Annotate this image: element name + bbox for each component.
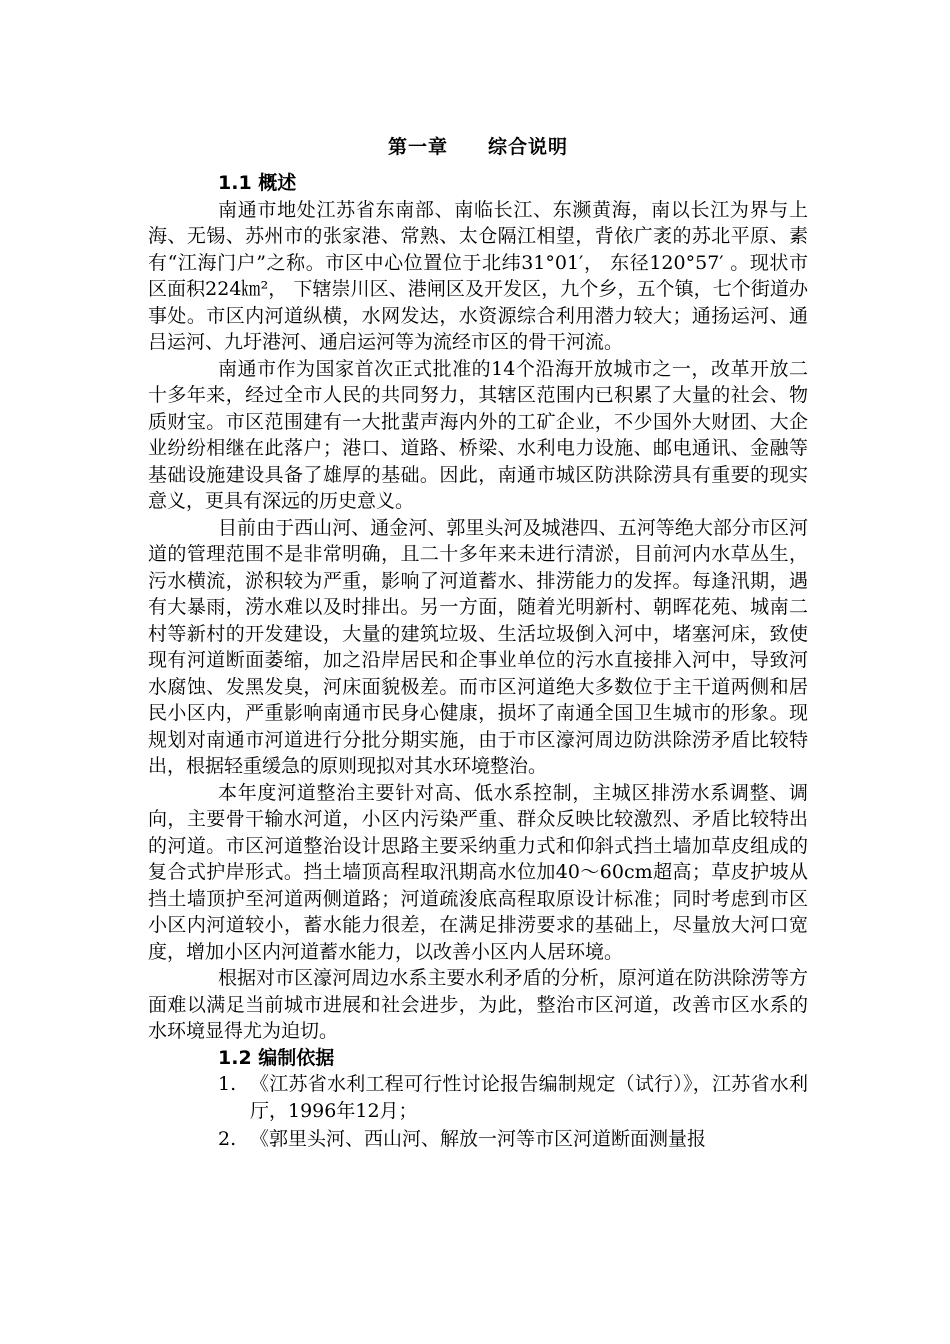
chapter-number: 第一章 [387,136,448,158]
chapter-name: 综合说明 [488,136,569,158]
list-item-number: 2. [218,1128,237,1150]
paragraph-overview-location: 南通市地处江苏省东南部、南临长江、东濒黄海，南以长江为界与上海、无锡、苏州市的张家港、常熟、太仓隔江相望，背依广袤的苏北平原、素有“江海门户”之称。市区中心位置位于北纬31°01′， 东径120°57′ 。现状市区面积224㎞²， 下辖崇川区、港闸区及开发区，九个乡，五个镇，七个街道办事处。市区内河道纵横，水网发达，水资源综合利用潜力较大；通扬运河、通吕运河、九圩港河、通启运河等为流经市区的骨干河流。 [148,198,808,353]
list-item-number: 1. [218,1073,237,1095]
paragraph-overview-problems: 目前由于西山河、通金河、郭里头河及城港四、五河等绝大部分市区河道的管理范围不是非常明确，且二十多年来未进行清淤，目前河内水草丛生，污水横流，淤积较为严重，影响了河道蓄水、排涝能力的发挥。每逢汛期，遇有大暴雨，涝水难以及时排出。另一方面，随着光明新村、朝晖花苑、城南二村等新村的开发建设，大量的建筑垃圾、生活垃圾倒入河中，堵塞河床，致使现有河道断面萎缩，加之沿岸居民和企事业单位的污水直接排入河中，导致河水腐蚀、发黑发臭，河床面貌极差。而市区河道绝大多数位于主干道两侧和居民小区内，严重影响南通市民身心健康，损坏了南通全国卫生城市的形象。现规划对南通市河道进行分批分期实施，由于市区濠河周边防洪除涝矛盾比较特出，根据轻重缓急的原则现拟对其水环境整治。 [148,516,808,777]
list-item [148,1126,808,1153]
list-item-text: 《江苏省水利工程可行性讨论报告编制规定（试行）》，江苏省水利厅，1996年12月； [250,1073,808,1122]
list-item-text: 《郭里头河、西山河、解放一河等市区河道断面测量报 [250,1128,707,1150]
paragraph-overview-conclusion: 根据对市区濠河周边水系主要水利矛盾的分析，原河道在防洪除涝等方面难以满足当前城市进展和社会进步，为此，整治市区河道，改善市区水系的水环境显得尤为迫切。 [148,967,808,1042]
section-heading-1-2: 1.2 编制依据 [218,1046,335,1069]
basis-list [148,1071,808,1153]
section-heading-1-1: 1.1 概述 [218,172,297,194]
document-page [148,130,808,1155]
list-item [148,1071,808,1124]
chapter-title [148,130,808,164]
paragraph-overview-plan: 本年度河道整治主要针对高、低水系控制，主城区排涝水系调整、调向，主要骨干输水河道，小区内污染严重、群众反映比较激烈、矛盾比较特出的河道。市区河道整治设计思路主要采纳重力式和仰斜式挡土墙加草皮组成的复合式护岸形式。挡土墙顶高程取汛期高水位加40～60cm超高；草皮护坡从挡土墙顶护至河道两侧道路；河道疏浚底高程取原设计标准；同时考虑到市区小区内河道较小，蓄水能力很差，在满足排涝要求的基础上，尽量放大河口宽度，增加小区内河道蓄水能力，以改善小区内人居环境。 [148,781,808,963]
paragraph-overview-development: 南通市作为国家首次正式批准的14个沿海开放城市之一，改革开放二十多年来，经过全市人民的共同努力，其辖区范围内已积累了大量的社会、物质财宝。市区范围建有一大批蜚声海内外的工矿企业，不少国外大财团、大企业纷纷相继在此落户；港口、道路、桥梁、水利电力设施、邮电通讯、金融等基础设施建设具备了雄厚的基础。因此，南通市城区防洪除涝具有重要的现实意义，更具有深远的历史意义。 [148,357,808,512]
